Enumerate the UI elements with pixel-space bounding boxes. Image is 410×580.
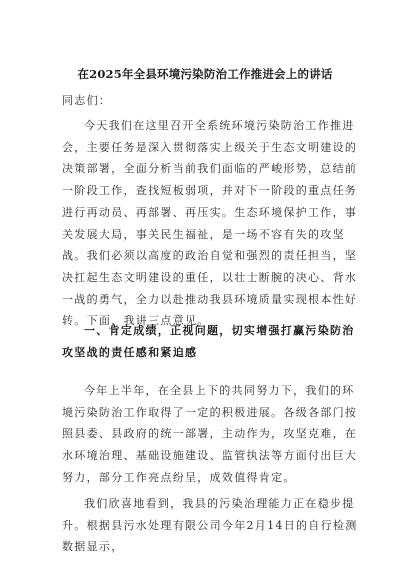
body-paragraph-2: 我们欣喜地看到，我县的污染治理能力正在稳步提升。根据县污水处理有限公司今年2月14日的自行检测数据显示， [62,497,358,554]
section-heading-1: 一、肯定成绩，正视问题，切实增强打赢污染防治攻坚战的责任感和紧迫感 [62,324,355,359]
salutation: 同志们： [62,94,112,107]
intro-paragraph: 今天我们在这里召开全系统环境污染防治工作推进会，主要任务是深入贯彻落实上级关于生态文明建设的决策部署，全面分析当前我们面临的严峻形势，总结前一阶段工作，查找短板弱项，并对下一阶段的重点任务进行再动员、再部署、再压实。生态环境保护工作，事关发展大局，事关民生福祉，是一场不容有失的攻坚战。我们必须以高度的政治自觉和强烈的责任担当，坚决扛起生态文明建设的重任，以壮士断腕的决心、背水一战的勇气，全力以赴推动我县环境质量实现根本性好转。下面，我讲三点意见。 [62,119,358,328]
document-title: 在2025年全县环境污染防治工作推进会上的讲话 [77,67,333,81]
body-paragraph-1: 今年上半年，在全县上下的共同努力下，我们的环境污染防治工作取得了一定的积极进展。各级各部门按照县委、县政府的统一部署，主动作为，攻坚克难，在水环境治理、基础设施建设、监管执法等方面付出巨大努力，部分工作亮点纷呈，成效值得肯定。 [62,384,358,484]
